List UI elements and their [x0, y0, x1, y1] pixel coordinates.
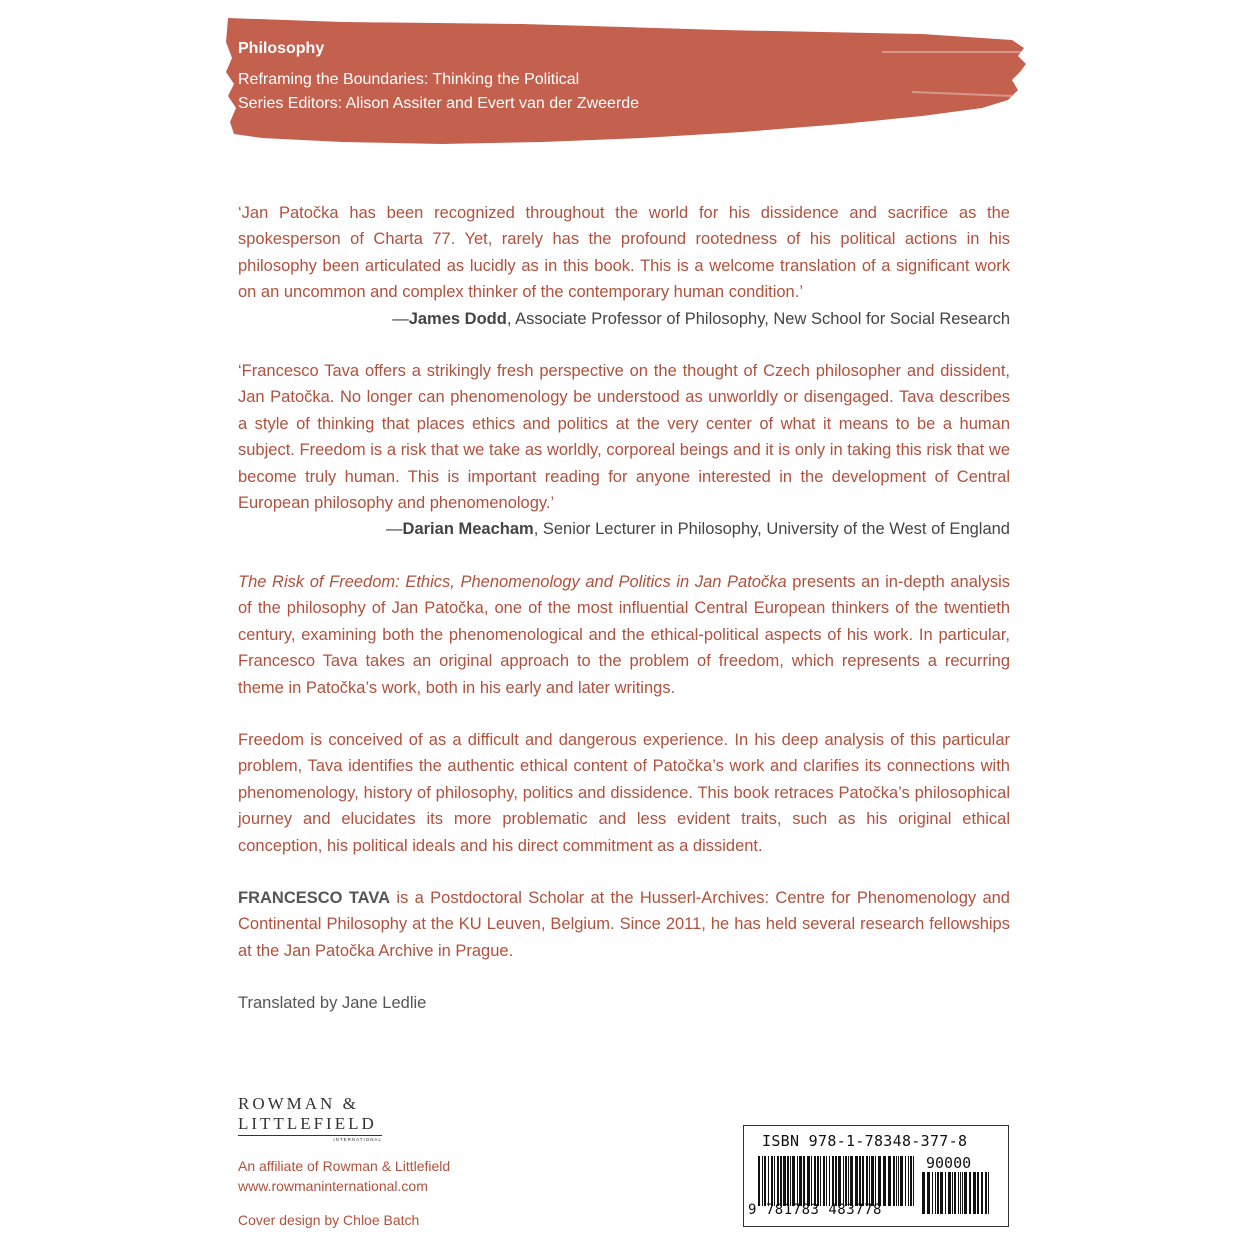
barcode-bar	[817, 1156, 819, 1206]
barcode-bar	[905, 1156, 906, 1206]
series-editors: Series Editors: Alison Assiter and Evert van der Zweerde	[238, 95, 640, 112]
barcode-bar	[937, 1172, 939, 1214]
barcode-bar	[762, 1156, 763, 1206]
barcode-bar	[940, 1172, 943, 1214]
publisher-website: www.rowmaninternational.com	[238, 1178, 428, 1194]
endorser-name: James Dodd	[408, 309, 507, 328]
endorsement-quote-1: ‘Jan Patočka has been recognized throughout the world for his dissidence and sacrifice as the spokesperson of Charta 77. Yet, rarely has the profound rootedness of his political actions in his philosophy been articulated as lucidly as in this book. This is a welcome translation of a significant work on an uncommon and complex thinker of the contemporary human condition.’	[238, 204, 1010, 302]
barcode-bar	[973, 1172, 976, 1214]
publisher-logo-line-2: LITTLEFIELD	[238, 1114, 377, 1133]
barcode-bar	[875, 1156, 876, 1206]
barcode-bar	[845, 1156, 847, 1206]
barcode-bar	[908, 1156, 909, 1206]
barcode-bar	[962, 1172, 963, 1214]
barcode-bar	[814, 1156, 816, 1206]
subject-label: Philosophy	[238, 40, 325, 57]
publisher-logo-line-1: ROWMAN &	[238, 1094, 359, 1113]
barcode-bar	[790, 1156, 791, 1206]
barcode-bar	[783, 1156, 786, 1206]
barcode-addon-icon	[922, 1172, 992, 1214]
endorser-affiliation: , Senior Lecturer in Philosophy, University of the West of England	[533, 520, 1010, 539]
barcode-bar	[866, 1156, 868, 1206]
barcode-bar	[823, 1156, 825, 1206]
barcode-bar	[922, 1172, 925, 1214]
author-bio: FRANCESCO TAVA is a Postdoctoral Scholar at the Husserl-Archives: Centre for Phenomenology and Continental Philosophy at the KU Leuven, Belgium. Since 2011, he has held several research fellowships at the Jan Patočka Archive in Prague.	[238, 888, 1010, 960]
barcode-bar	[799, 1156, 802, 1206]
publisher-block	[238, 1094, 498, 1228]
book-title: The Risk of Freedom: Ethics, Phenomenology and Politics in Jan Patočka	[238, 572, 787, 591]
barcode-bar	[848, 1156, 849, 1206]
translator-credit: Translated by Jane Ledlie	[238, 994, 427, 1013]
barcode-bar	[797, 1156, 798, 1206]
barcode-bar	[829, 1156, 830, 1206]
barcode-bar	[893, 1156, 895, 1206]
barcode-bar	[768, 1156, 769, 1206]
logo-divider	[238, 1135, 382, 1136]
endorser-affiliation: , Associate Professor of Philosophy, New School for Social Research	[506, 309, 1010, 328]
barcode-bar	[969, 1172, 971, 1214]
barcode-bar	[826, 1156, 827, 1206]
barcode-digits: 9 781783 483778	[748, 1202, 882, 1218]
barcode-bar	[835, 1156, 837, 1206]
barcode-bar	[774, 1156, 775, 1206]
barcode-bar	[771, 1156, 773, 1206]
barcode-bar	[958, 1172, 959, 1214]
barcode-bar	[977, 1172, 979, 1214]
series-banner	[222, 12, 1028, 150]
barcode-bar	[869, 1156, 870, 1206]
endorser-name: Darian Meacham	[402, 520, 534, 539]
barcode-bar	[871, 1156, 874, 1206]
endorsement-attribution-2: —Darian Meacham, Senior Lecturer in Philosophy, University of the West of England	[386, 520, 1010, 539]
barcode-bar	[787, 1156, 789, 1206]
isbn-label: ISBN 978-1-78348-377-8	[762, 1132, 968, 1150]
barcode-bar	[792, 1156, 795, 1206]
barcode-bar	[948, 1172, 951, 1214]
barcode-bar	[910, 1156, 912, 1206]
barcode-bar	[832, 1156, 834, 1206]
barcode-bar	[855, 1156, 858, 1206]
barcode-bar	[883, 1156, 886, 1206]
barcode-bar	[945, 1172, 946, 1214]
publisher-affiliate	[238, 1156, 498, 1196]
endorsement-attribution-1: —James Dodd, Associate Professor of Philosophy, New School for Social Research	[392, 309, 1010, 328]
barcode-bar	[843, 1156, 844, 1206]
series-title: Reframing the Boundaries: Thinking the Political	[238, 71, 580, 88]
barcode-bar	[898, 1156, 899, 1206]
blurb-column	[238, 200, 1010, 1017]
book-description: The Risk of Freedom: Ethics, Phenomenology and Politics in Jan Patočka presents an in-depth analysis of the philosophy of Jan Patočka, one of the most influential Central European thinkers of the twentieth century, examining both the phenomenological and the ethical-political aspects of his work. In particular, Francesco Tava takes an original approach to the problem of freedom, which represents a recurring theme in Patočka’s work, both in his early and later writings.	[238, 572, 1010, 697]
barcode-bar	[932, 1172, 933, 1214]
barcode-bar	[777, 1156, 779, 1206]
barcode-bar	[927, 1172, 930, 1214]
author-name: FRANCESCO TAVA	[238, 888, 391, 907]
barcode-bar	[878, 1156, 881, 1206]
barcode-bar	[964, 1172, 967, 1214]
publisher-logo-line-3: INTERNATIONAL	[333, 1137, 382, 1142]
barcode-bar	[960, 1172, 961, 1214]
barcode-bar	[803, 1156, 805, 1206]
barcode-bar	[888, 1156, 891, 1206]
endorsement-quote-2: ‘Francesco Tava offers a strikingly fresh perspective on the thought of Czech philosopher and dissident, Jan Patočka. No longer can phenomenology be understood as unworldly or disengaged. Tava describes a style of thinking that places ethics and politics at the very center of what it means to be a human subject. Freedom is a risk that we take as worldly, corporeal beings and it is only in taking this risk that we become truly human. This is important reading for anyone interested in the development of Central European philosophy and phenomenology.’	[238, 362, 1010, 513]
barcode-bar	[820, 1156, 821, 1206]
barcode-bar	[838, 1156, 841, 1206]
book-description-2: Freedom is conceived of as a difficult and dangerous experience. In his deep analysis of this particular problem, Tava identifies the authentic ethical content of Patočka’s work and clarifies its connections with phenomenology, history of philosophy, politics and dissidence. This book retraces Patočka’s philosophical journey and elucidates its more problematic and less evident traits, such as his original ethical conception, his political ideals and his direct commitment as a dissident.	[238, 730, 1010, 855]
barcode-bar	[985, 1172, 987, 1214]
barcode-bar	[954, 1172, 956, 1214]
barcode-bar	[758, 1156, 760, 1206]
barcode-bar	[807, 1156, 810, 1206]
barcode-bar	[764, 1156, 766, 1206]
barcode-bar	[859, 1156, 861, 1206]
price-code: 90000	[926, 1154, 972, 1172]
barcode-bar	[811, 1156, 812, 1206]
barcode-bar	[862, 1156, 864, 1206]
barcode-bar	[900, 1156, 903, 1206]
isbn-barcode	[743, 1125, 1009, 1227]
barcode-bar	[913, 1156, 914, 1206]
affiliate-text: An affiliate of Rowman & Littlefield	[238, 1158, 451, 1174]
cover-design-credit: Cover design by Chloe Batch	[238, 1212, 420, 1228]
barcode-bar	[952, 1172, 953, 1214]
barcode-bar	[988, 1172, 989, 1214]
barcode-bar	[935, 1172, 936, 1214]
barcode-bar	[780, 1156, 782, 1206]
barcode-bars-icon	[758, 1156, 918, 1206]
barcode-bar	[896, 1156, 897, 1206]
barcode-bar	[981, 1172, 983, 1214]
barcode-bar	[850, 1156, 853, 1206]
